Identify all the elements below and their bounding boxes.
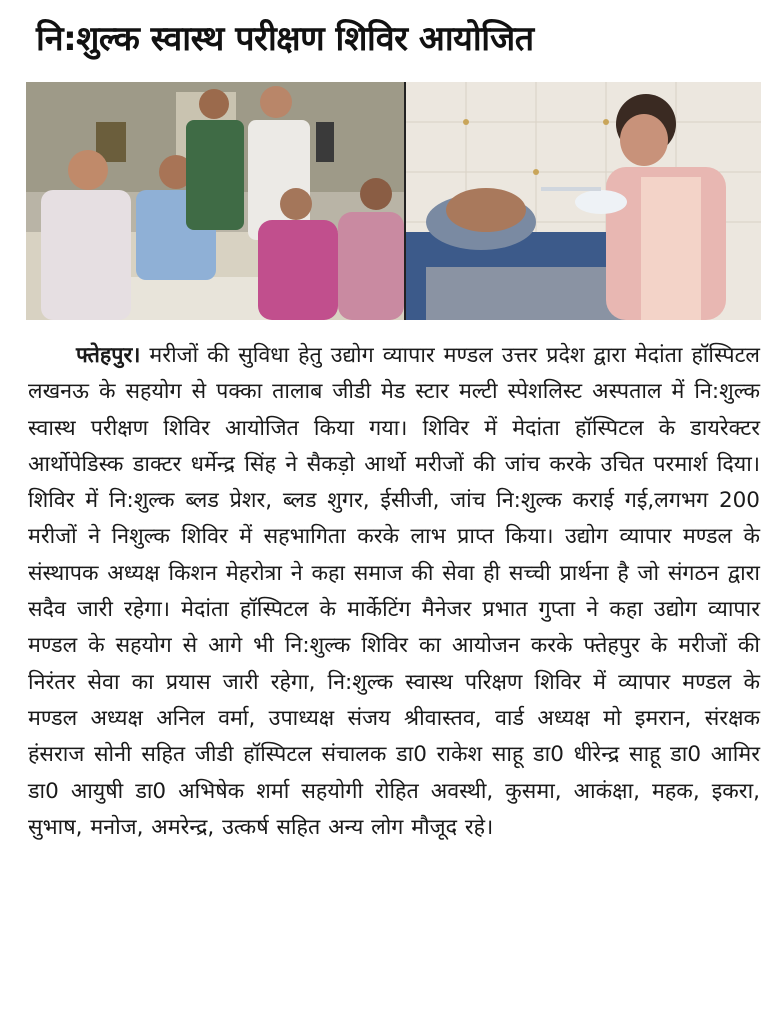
photo-dental-checkup [406,82,761,320]
headline: नि:शुल्क स्वास्थ परीक्षण शिविर आयोजित [36,19,534,59]
article-paragraph [28,338,760,846]
news-photos [26,82,761,320]
dateline: फ्तेहपुर। [76,343,141,368]
photo-camp-meeting [26,82,404,320]
article-body [28,338,760,846]
article-text: मरीजों की सुविधा हेतु उद्योग व्यापार मण्डल उत्तर प्रदेश द्वारा मेदांता हॉस्पिटल लखनऊ के सहयोग से पक्का तालाब जीडी मेड स्टार मल्टी स्पेशलिस्ट अस्पताल में नि:शुल्क स्वास्थ परीक्षण शिविर आयोजित किया गया। शिविर में मेदांता हॉस्पिटल के डायरेक्टर आर्थोपेडिस्क डाक्टर धर्मेन्द्र सिंह ने सैकड़ो आर्थो मरीजों की जांच करके उचित परमार्श दिया। शिविर में नि:शुल्क ब्लड प्रेशर, ब्लड शुगर, ईसीजी, जांच नि:शुल्क कराई गई,लगभग 200 मरीजों ने निशुल्क शिविर में सहभागिता करके लाभ प्राप्त किया। उद्योग व्यापार मण्डल के संस्थापक अध्यक्ष किशन मेहरोत्रा ने कहा समाज की सेवा ही सच्ची प्रार्थना है जो संगठन द्वारा सदैव जारी रहेगा। मेदांता हॉस्पिटल के मार्केटिंग मैनेजर प्रभात गुप्ता ने कहा उद्योग व्यापार मण्डल के सहयोग से आगे भी नि:शुल्क शिविर का आयोजन करके फ्तेहपुर के मरीजों की निरंतर सेवा का प्रयास जारी रहेगा, नि:शुल्क स्वास्थ परिक्षण शिविर में व्यापार मण्डल के मण्डल अध्यक्ष अनिल वर्मा, उपाध्यक्ष संजय श्रीवास्तव, वार्ड अध्यक्ष मो इमरान, संरक्षक हंसराज सोनी सहित जीडी हॉस्पिटल संचालक डा0 राकेश साहू डा0 धीरेन्द्र साहू डा0 आमिर डा0 आयुषी डा0 अभिषेक शर्मा सहयोगी रोहित अवस्थी, कुसमा, आकंक्षा, महक, इकरा, सुभाष, मनोज, अमरेन्द्र, उत्कर्ष सहित अन्य लोग मौजूद रहे। [28,343,760,840]
